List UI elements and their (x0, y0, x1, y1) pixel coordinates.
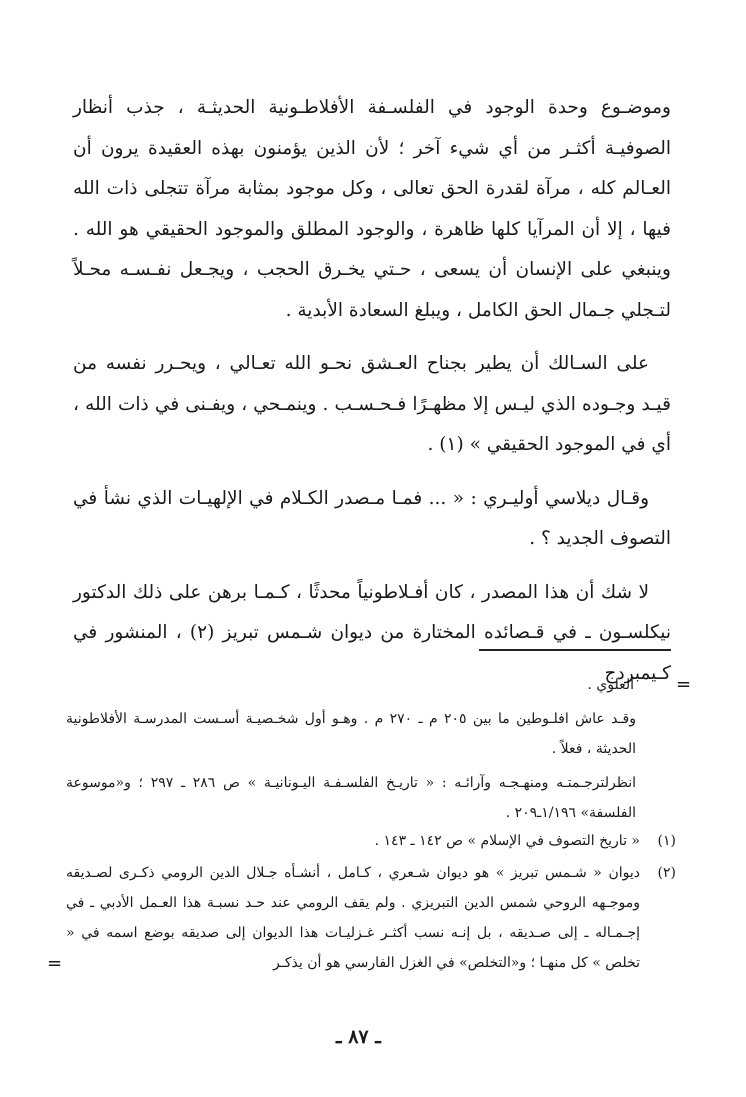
footnote-2 (66, 858, 676, 978)
paragraph-2: على السـالك أن يطير بجناح العـشق نحـو الله تعـالي ، ويحـرر نفسه من قيـد وجـوده الذي ليـس إلا مظهـرًا فـحـسـب . وينمـحي ، ويفـنى في ذات الله ، أي في الموجود الحقيقي » (١) . (73, 353, 671, 455)
paragraph-4: لا شك أن هذا المصدر ، كان أفـلاطونياً محدثًا ، كـمـا برهن على ذلك الدكتور نيكلسـون ـ في قـصائده المختارة من ديوان شـمس تبريز (٢) ، المنشور في كـيمبردج (73, 581, 671, 684)
footnote-text: « تاريخ التصوف في الإسلام » ص ١٤٢ ـ ١٤٣ . (374, 833, 640, 849)
footnote-text: ديوان « شـمس تبريز » هو ديوان شـعري ، كـامل ، أنشـأه جـلال الدين الرومي ذكـرى لصـديقه وموجـهه الروحي شمس الدين التبريزي . ولم يقف الرومي عند حـد نسبـة هذا العـمل الأدبي ـ في إجـمـاله ـ إلى صـديقه ، بل إنـه نسب أكثـر غـزليـات هذا الديوان إلى صديقه بوضع اسمه في « تخلص » كل منهـا ؛ و«التخلص» في الغزل الفارسي هو أن يذكـر (66, 865, 640, 971)
footnote-continuation (66, 670, 676, 828)
paragraph-3: وقـال ديلاسي أوليـري : « ... فمـا مـصدر الكـلام في الإلهيـات الذي نشأ في التصوف الجديد ؟ . (73, 487, 671, 549)
page-number: ـ ٨٧ ـ (336, 1026, 381, 1048)
footnote-number: (٢) (657, 865, 676, 881)
main-text (73, 88, 671, 694)
footnote-continuation-line: انظرلترجـمتـه ومنهـجـه وآرائـه : « تاريـخ الفلسـفـة اليـونانيـة » ص ٢٨٦ ـ ٢٩٧ ؛ و«موسوعة الفلسفة» ١/١٩٦ـ٢٠٩ . (66, 775, 636, 821)
footnote-continuation-line: العلوي . (587, 677, 634, 693)
footnote-separator (479, 649, 671, 651)
paragraph-1: وموضـوع وحدة الوجود في الفلسـفة الأفلاطـونية الحديثـة ، جذب أنظار الصوفيـة أكثـر من أي شيء آخر ؛ لأن الذين يؤمنون بهذه العقيدة يرون أن العـالم كله ، مرآة لقدرة الحق تعالى ، وكل موجود بمثابة مرآة تتجلى ذات الله فيها ، إلا أن المرآيا كلها ظاهرة ، والوجود المطلق والموجود الحقيقي هو الله . وينبغي على الإنسان أن يسعى ، حـتي يخـرق الحجب ، ويجـعل نفـسـه محـلاً لتـجلي جـمال الحق الكامل ، ويبلغ السعادة الأبدية . (73, 97, 671, 321)
footnote-number: (١) (657, 833, 676, 849)
footnote-continued-mark-top: = (676, 674, 692, 695)
footnote-continuation-line: وقـد عاش افلـوطين ما بين ٢٠٥ م ـ ٢٧٠ م . وهـو أول شخـصيـة أسـست المدرسـة الأفلاطونية الحديثة ، فعلاً . (66, 711, 637, 757)
footnotes-list (66, 826, 676, 978)
footnote-1 (66, 826, 676, 856)
footnote-continued-mark-bottom: = (47, 953, 63, 974)
